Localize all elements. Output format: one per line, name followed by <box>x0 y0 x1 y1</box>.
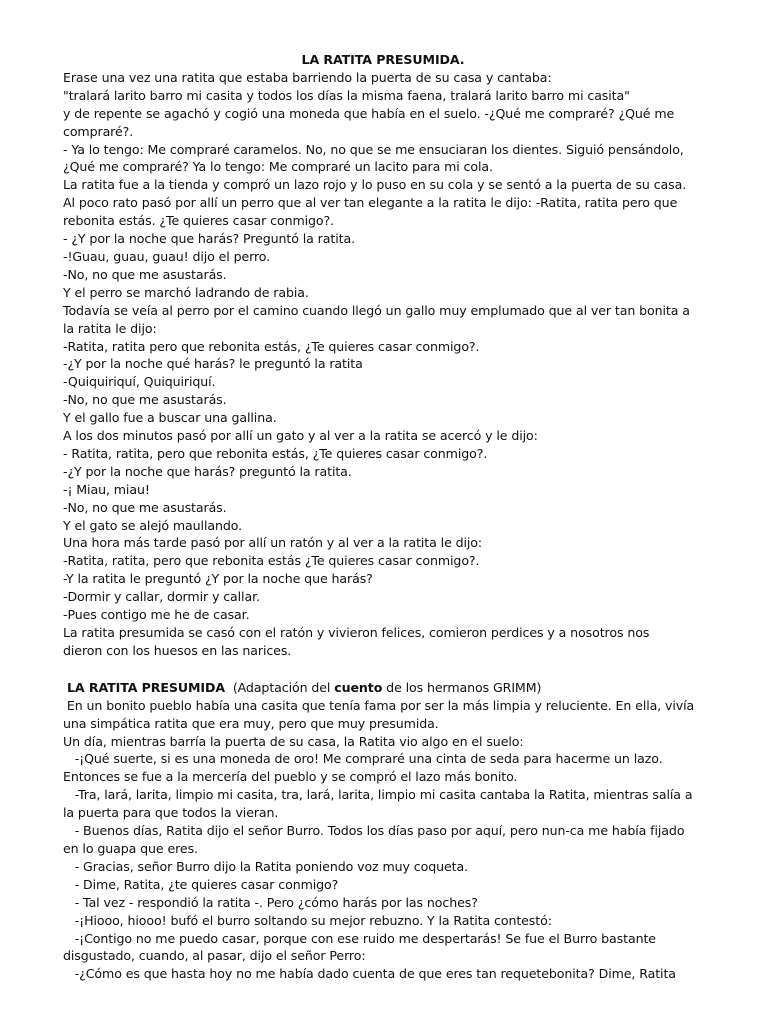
text-line: la puerta para que todos la vieran. <box>63 805 279 821</box>
text-line: la ratita le dijo: <box>63 320 157 336</box>
section-gap <box>63 660 703 679</box>
text-line: -Ratita, ratita, pero que rebonita estás ¿Te quieres casar conmigo?. <box>63 553 480 569</box>
text-line: -¡Hiooo, hiooo! bufó el burro soltando su mejor rebuzno. Y la Ratita contestó: <box>63 912 552 928</box>
text-line: - Ya lo tengo: Me compraré caramelos. No, no que se me ensuciaran los dientes. Siguió pensándolo, <box>63 141 684 157</box>
text-line: - Dime, Ratita, ¿te quieres casar conmigo? <box>63 876 339 892</box>
text-line: -Quiquiriquí, Quiquiriquí. <box>63 374 216 390</box>
text-line: en lo guapa que eres. <box>63 840 198 856</box>
text-line: -¡ Miau, miau! <box>63 481 150 497</box>
text-line: -¿Cómo es que hasta hoy no me había dado cuenta de que eres tan requetebonita? Dime, Ratita <box>63 966 676 982</box>
text-line: -No, no que me asustarás. <box>63 392 227 408</box>
text-line: disgustado, cuando, al pasar, dijo el señor Perro: <box>63 948 366 964</box>
text-line: ¿Qué me compraré? Ya lo tengo: Me compraré un lacito para mi cola. <box>63 159 493 175</box>
text-line: -¿Y por la noche que harás? preguntó la ratita. <box>63 463 352 479</box>
text-line: "tralará larito barro mi casita y todos los días la misma faena, tralará larito barro mi casita" <box>63 87 630 103</box>
text-line: -Dormir y callar, dormir y callar. <box>63 589 260 605</box>
text-line: Y el gallo fue a buscar una gallina. <box>63 410 277 426</box>
adaptation-title <box>63 679 703 697</box>
text-line: y de repente se agachó y cogió una moneda que había en el suelo. -¿Qué me compraré? ¿Qué me <box>63 105 675 121</box>
text-line: -No, no que me asustarás. <box>63 499 227 515</box>
text-line: Y el perro se marchó ladrando de rabia. <box>63 284 309 300</box>
text-line: Un día, mientras barría la puerta de su casa, la Ratita vio algo en el suelo: <box>63 733 524 749</box>
text-line: compraré?. <box>63 123 134 139</box>
text-line: - Buenos días, Ratita dijo el señor Burro. Todos los días paso por aquí, pero nun-ca me había fijado <box>63 823 685 839</box>
text-line: -¡Qué suerte, si es una moneda de oro! Me compraré una cinta de seda para hacerme un lazo. <box>63 751 663 767</box>
story-body <box>63 69 703 660</box>
text-line: Erase una vez una ratita que estaba barriendo la puerta de su casa y cantaba: <box>63 69 552 85</box>
text-line: -¿Y por la noche qué harás? le preguntó la ratita <box>63 356 363 372</box>
text-line: -!Guau, guau, guau! dijo el perro. <box>63 248 271 264</box>
text-line: Una hora más tarde pasó por allí un ratón y al ver a la ratita le dijo: <box>63 535 483 551</box>
text-line: - Tal vez - respondió la ratita -. Pero ¿cómo harás por las noches? <box>63 894 478 910</box>
text-line: Entonces se fue a la mercería del pueblo y se compró el lazo más bonito. <box>63 769 518 785</box>
text-line: una simpática ratita que era muy, pero que muy presumida. <box>63 715 439 731</box>
text-line: - ¿Y por la noche que harás? Preguntó la ratita. <box>63 231 355 247</box>
text-line: Y el gato se alejó maullando. <box>63 517 243 533</box>
text-line: -No, no que me asustarás. <box>63 266 227 282</box>
text-line: -¡Contigo no me puedo casar, porque con ese ruido me despertarás! Se fue el Burro bastante <box>63 930 656 946</box>
text-line: dieron con los huesos en las narices. <box>63 642 292 658</box>
adaptation-body <box>63 697 703 984</box>
text-line: -Pues contigo me he de casar. <box>63 607 250 623</box>
text-line: La ratita fue a la tienda y compró un lazo rojo y lo puso en su cola y se sentó a la puerta de su casa. <box>63 177 687 193</box>
text-line: Todavía se veía al perro por el camino cuando llegó un gallo muy emplumado que al ver tan bonita a <box>63 302 690 318</box>
text-line: Al poco rato pasó por allí un perro que al ver tan elegante a la ratita le dijo: -Ratita, ratita pero que <box>63 195 678 211</box>
text-line: - Gracias, señor Burro dijo la Ratita poniendo voz muy coqueta. <box>63 858 468 874</box>
story-title: LA RATITA PRESUMIDA. <box>301 52 465 67</box>
adaptation-title-main: LA RATITA PRESUMIDA <box>67 679 225 695</box>
text-line: En un bonito pueblo había una casita que tenía fama por ser la más limpia y reluciente. En ella, vivía <box>63 697 695 713</box>
adaptation-title-pre: (Adaptación del <box>232 679 335 695</box>
text-line: -Ratita, ratita pero que rebonita estás, ¿Te quieres casar conmigo?. <box>63 338 480 354</box>
adaptation-title-bold: cuento <box>334 679 383 695</box>
text-line: La ratita presumida se casó con el ratón y vivieron felices, comieron perdices y a nosotros nos <box>63 625 650 640</box>
document-page <box>63 51 703 983</box>
text-line: -Tra, lará, larita, limpio mi casita, tra, lará, larita, limpio mi casita cantaba la Ratita, mientras salía a <box>63 787 693 803</box>
adaptation-title-post: de los hermanos GRIMM) <box>382 679 542 695</box>
text-line: A los dos minutos pasó por allí un gato y al ver a la ratita se acercó y le dijo: <box>63 428 538 444</box>
text-line: - Ratita, ratita, pero que rebonita estás, ¿Te quieres casar conmigo?. <box>63 445 488 461</box>
text-line: -Y la ratita le preguntó ¿Y por la noche que harás? <box>63 571 373 587</box>
text-line: rebonita estás. ¿Te quieres casar conmigo?. <box>63 213 335 229</box>
